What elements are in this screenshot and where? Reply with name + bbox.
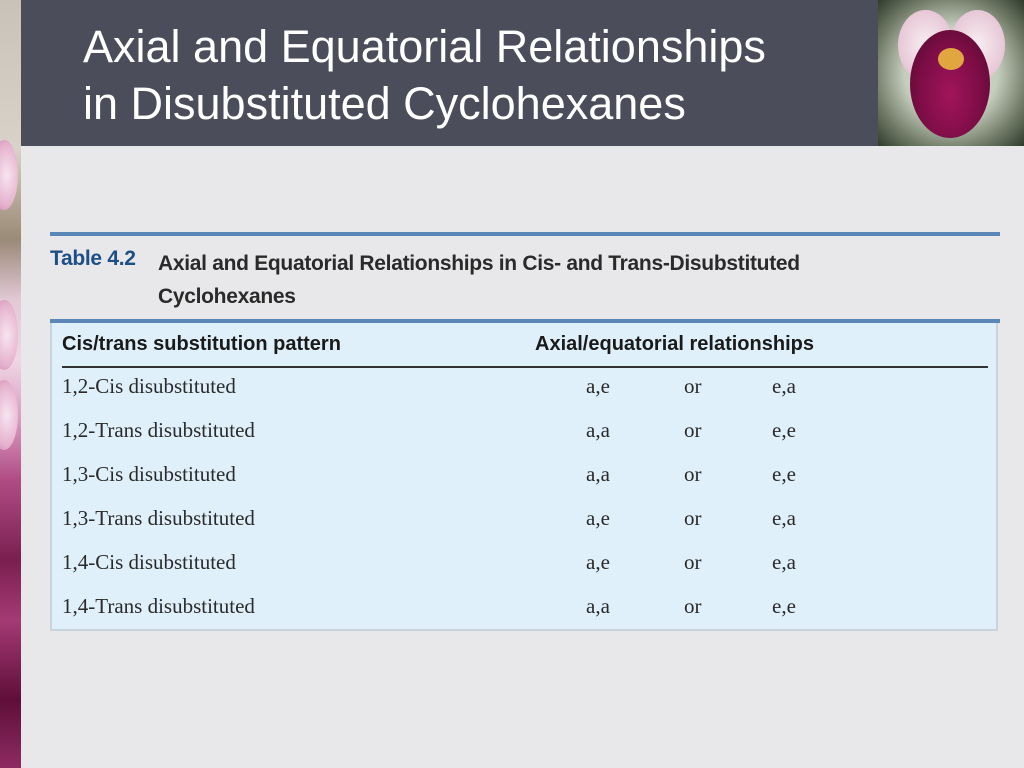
row-second-relationship: e,a xyxy=(772,550,796,574)
orchid-image xyxy=(878,0,1024,146)
row-second-relationship: e,e xyxy=(772,418,796,442)
table-row xyxy=(52,550,996,594)
row-pattern: 1,2-Cis disubstituted xyxy=(62,374,236,398)
row-or: or xyxy=(684,418,702,442)
table-row xyxy=(52,506,996,550)
table-row xyxy=(52,374,996,418)
row-first-relationship: a,a xyxy=(586,418,610,442)
row-first-relationship: a,a xyxy=(586,594,610,618)
row-first-relationship: a,e xyxy=(586,374,610,398)
row-second-relationship: e,a xyxy=(772,374,796,398)
row-pattern: 1,4-Trans disubstituted xyxy=(62,594,255,618)
slide-title xyxy=(83,18,873,132)
row-first-relationship: a,e xyxy=(586,506,610,530)
petal-shape xyxy=(0,140,18,210)
slide-title-line2: in Disubstituted Cyclohexanes xyxy=(83,78,686,129)
row-first-relationship: a,e xyxy=(586,550,610,574)
row-pattern: 1,4-Cis disubstituted xyxy=(62,550,236,574)
petal-shape xyxy=(0,300,18,370)
table-figure xyxy=(50,232,1000,632)
table-row xyxy=(52,418,996,462)
table-row xyxy=(52,462,996,506)
header-rule xyxy=(62,366,988,368)
row-or: or xyxy=(684,506,702,530)
table-number: Table 4.2 xyxy=(50,247,136,270)
row-or: or xyxy=(684,594,702,618)
orchid-lip-shape xyxy=(910,30,990,138)
row-or: or xyxy=(684,462,702,486)
column-header-relationships: Axial/equatorial relationships xyxy=(535,333,814,355)
table-rule-top xyxy=(50,232,1000,236)
row-or: or xyxy=(684,374,702,398)
row-second-relationship: e,a xyxy=(772,506,796,530)
row-pattern: 1,3-Cis disubstituted xyxy=(62,462,236,486)
row-second-relationship: e,e xyxy=(772,594,796,618)
table-row xyxy=(52,594,996,638)
row-first-relationship: a,a xyxy=(586,462,610,486)
table-caption: Axial and Equatorial Relationships in Cis- and Trans-Disubstituted Cyclohexanes xyxy=(158,252,800,308)
column-header-pattern: Cis/trans substitution pattern xyxy=(62,333,341,355)
row-pattern: 1,2-Trans disubstituted xyxy=(62,418,255,442)
row-second-relationship: e,e xyxy=(772,462,796,486)
slide-title-line1: Axial and Equatorial Relationships xyxy=(83,21,766,72)
row-pattern: 1,3-Trans disubstituted xyxy=(62,506,255,530)
orchid-column-shape xyxy=(938,48,964,70)
petal-shape xyxy=(0,380,18,450)
orchid-decoration-left xyxy=(0,0,21,768)
title-bar xyxy=(21,0,878,146)
data-table xyxy=(50,323,998,631)
row-or: or xyxy=(684,550,702,574)
